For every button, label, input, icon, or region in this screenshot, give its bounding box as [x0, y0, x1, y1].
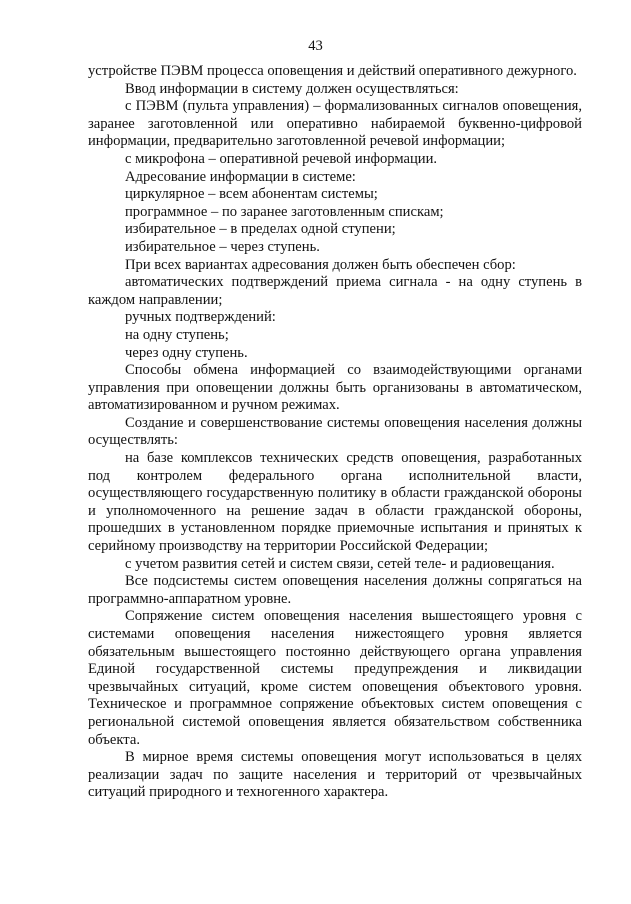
paragraph: Создание и совершенствование системы оповещения населения должны осуществлять:: [88, 414, 582, 449]
paragraph: В мирное время системы оповещения могут использоваться в целях реализации задач по защите населения и территорий от чрезвычайных ситуаций природного и техногенного характера.: [88, 749, 582, 801]
paragraph: с учетом развития сетей и систем связи, сетей теле- и радиовещания.: [125, 555, 555, 572]
paragraph: циркулярное – всем абонентам системы;: [125, 186, 378, 203]
paragraph: на одну ступень;: [125, 326, 229, 343]
page-number: 43: [308, 38, 323, 54]
paragraph: Адресование информации в системе:: [125, 168, 356, 185]
document-body: [88, 63, 582, 802]
paragraph: избирательное – в пределах одной ступени;: [125, 221, 396, 238]
paragraph: на базе комплексов технических средств оповещения, разработанных под контролем федерального органа исполнительной власти, осуществляющего государственную политику в области гражданской обороны и уполномоченного на решение задач в области гражданской обороны, прошедших в установленном порядке приемочные испытания и принятых к серийному производству на территории Российской Федерации;: [88, 450, 582, 555]
paragraph: избирательное – через ступень.: [125, 238, 320, 255]
paragraph: При всех вариантах адресования должен быть обеспечен сбор:: [125, 256, 516, 273]
paragraph: с ПЭВМ (пульта управления) – формализованных сигналов оповещения, заранее заготовленной или оперативно набираемой буквенно-цифровой информации, предварительно заготовленной речевой информации;: [88, 98, 582, 150]
paragraph: ручных подтверждений:: [125, 309, 276, 326]
paragraph: Ввод информации в систему должен осуществляться:: [125, 80, 459, 97]
paragraph: автоматических подтверждений приема сигнала - на одну ступень в каждом направлении;: [88, 274, 582, 308]
paragraph: Все подсистемы систем оповещения населения должны сопрягаться на программно-аппаратном уровне.: [88, 573, 582, 607]
paragraph: с микрофона – оперативной речевой информации.: [125, 150, 438, 167]
paragraph: Способы обмена информацией со взаимодействующими органами управления при оповещении должны быть организованы в автоматическом, автоматизированном и ручном режимах.: [88, 362, 582, 414]
paragraph: через одну ступень.: [125, 344, 248, 361]
paragraph: устройстве ПЭВМ процесса оповещения и действий оперативного дежурного.: [88, 63, 577, 79]
paragraph: Сопряжение систем оповещения населения вышестоящего уровня с системами оповещения населения нижестоящего уровня является обязательным вышестоящего постоянно действующего органа управления Единой государственной системы предупреждения и ликвидации чрезвычайных ситуаций, кроме систем оповещения объектового уровня. Техническое и программное сопряжение объектовых систем оповещения с региональной системой оповещения является обязательством собственника объекта.: [88, 608, 582, 748]
paragraph: программное – по заранее заготовленным спискам;: [125, 203, 444, 220]
